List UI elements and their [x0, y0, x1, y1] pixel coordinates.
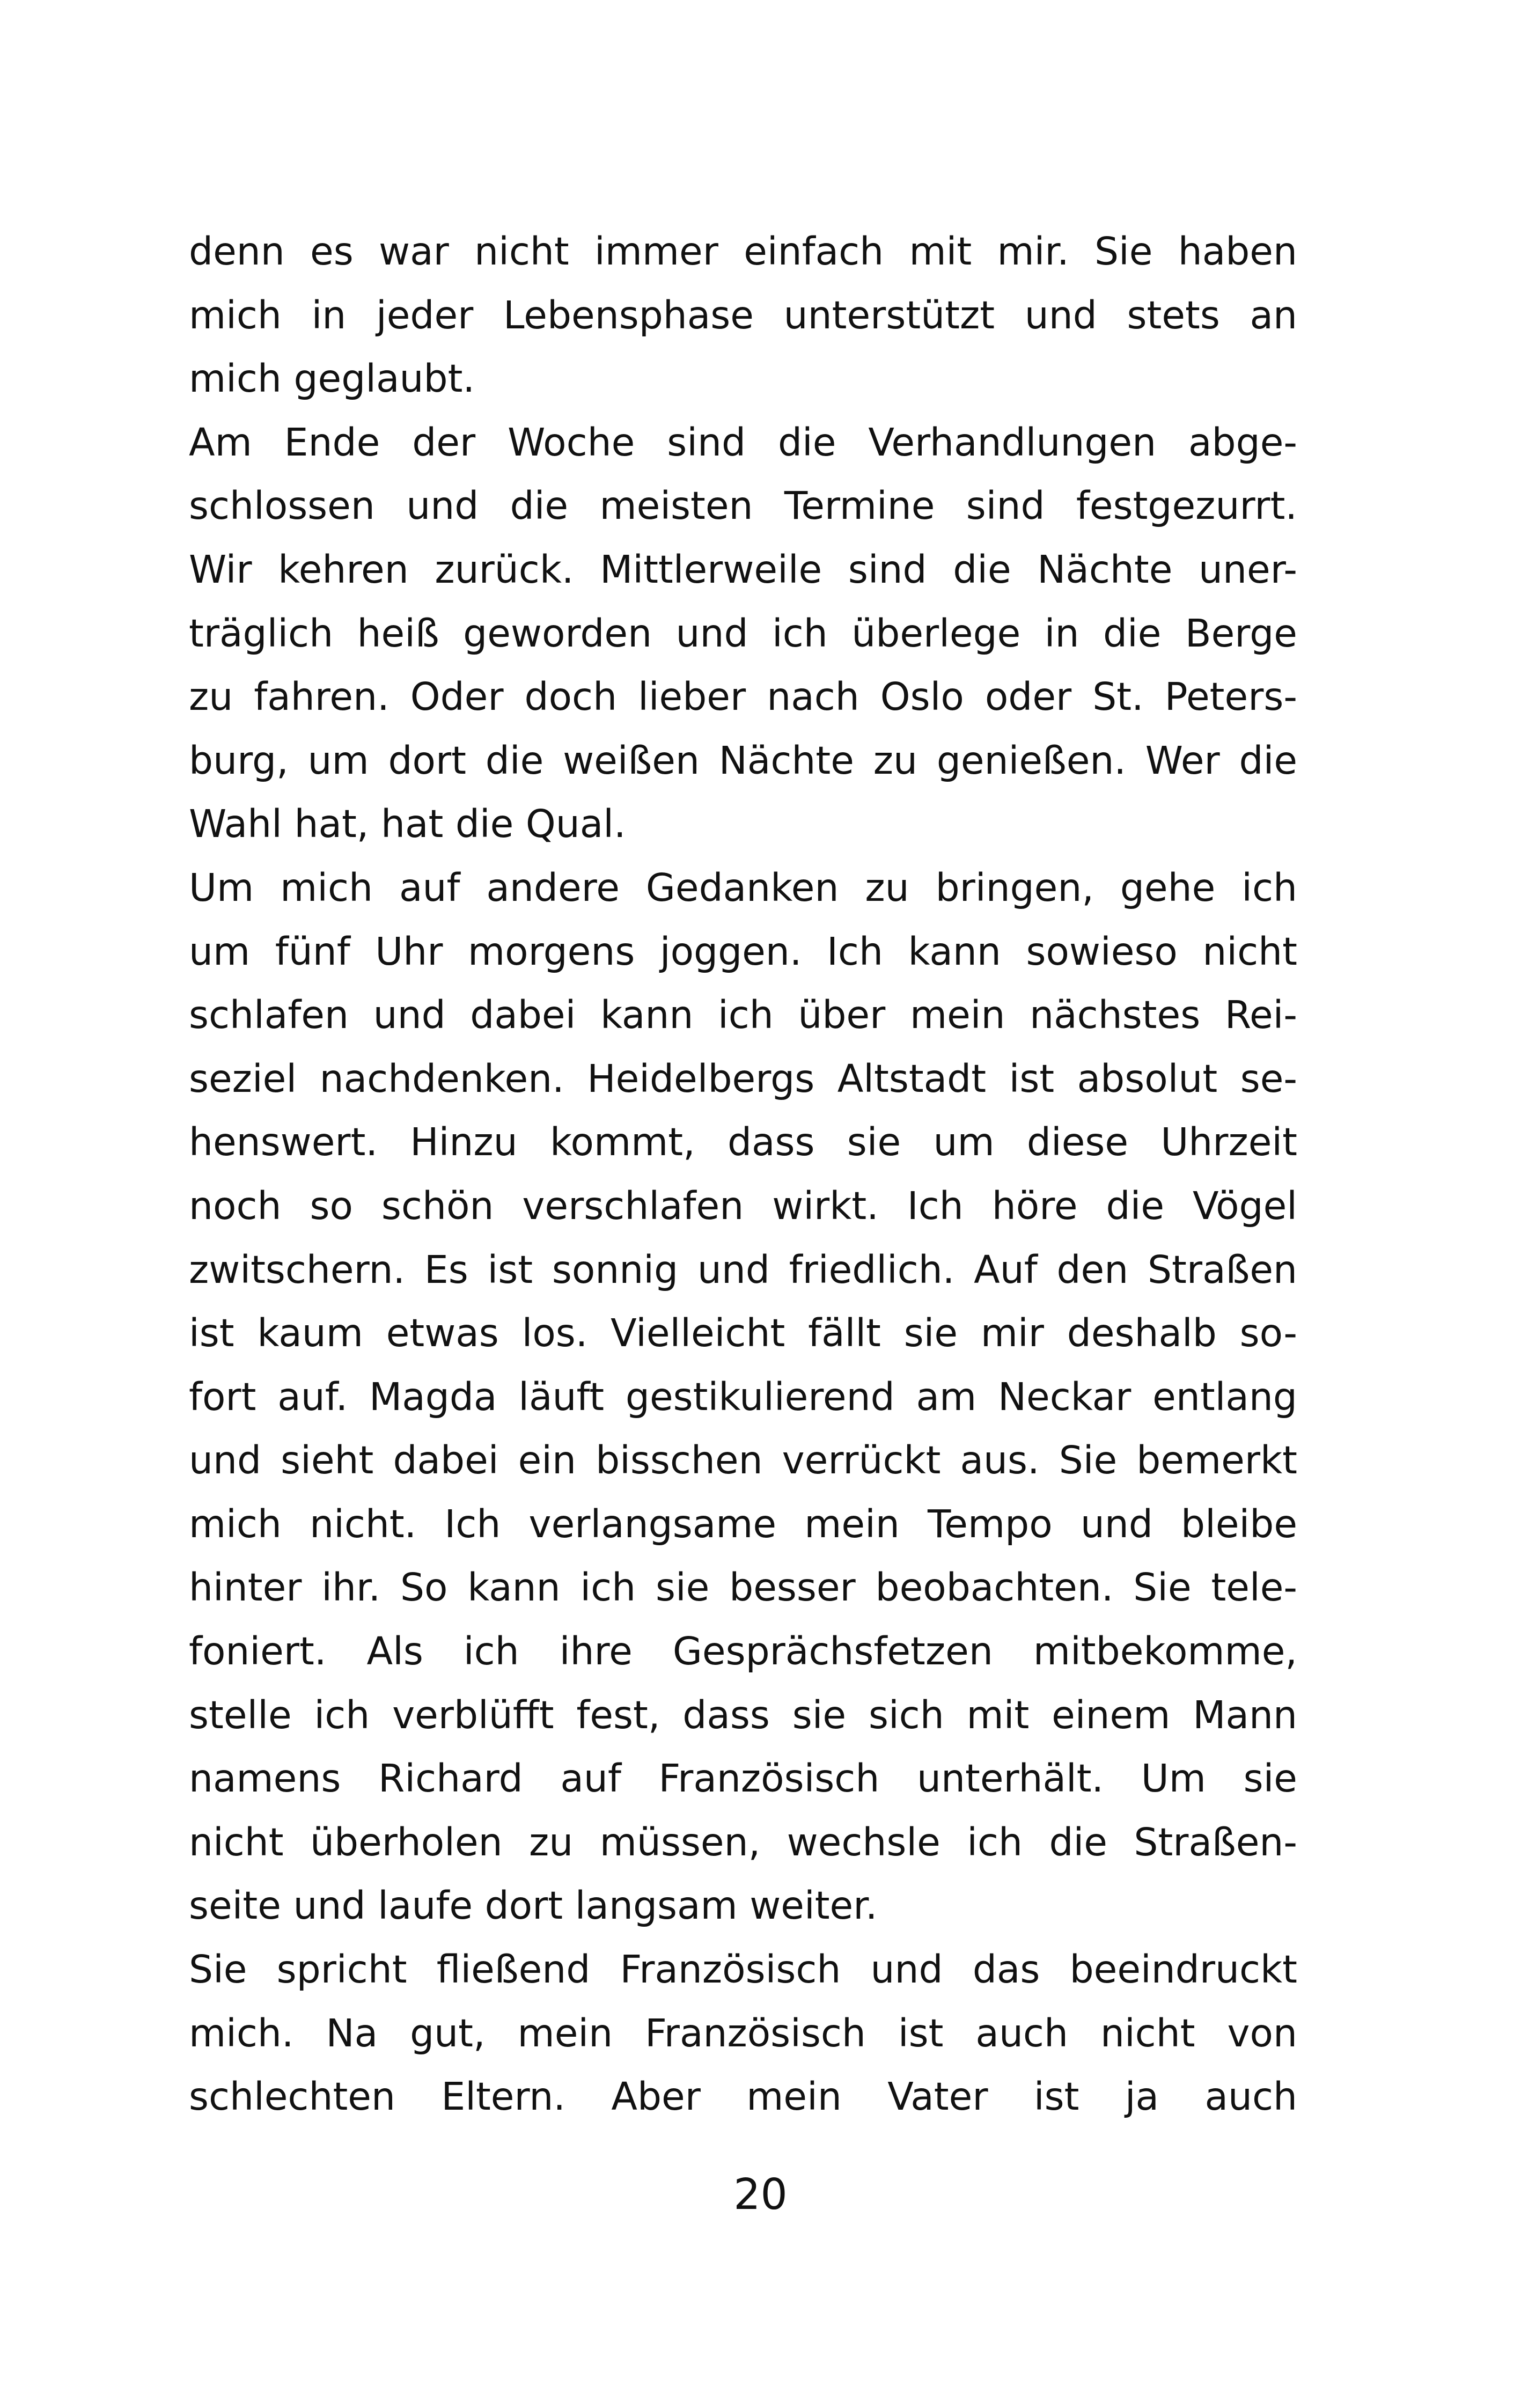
text-line: seite und laufe dort langsam weiter. — [189, 1883, 878, 1928]
text-line: mich geglaubt. — [189, 356, 475, 401]
text-line: schlafen und dabei kann ich über mein nächstes Rei- — [189, 993, 1297, 1038]
text-line: Wahl hat, hat die Qual. — [189, 802, 626, 847]
text-line: seziel nachdenken. Heidelbergs Altstadt ist absolut se- — [189, 1056, 1297, 1101]
body-text — [189, 220, 1297, 2129]
text-line: zwitschern. Es ist sonnig und friedlich. Auf den Straßen — [189, 1247, 1297, 1292]
text-line: Am Ende der Woche sind die Verhandlungen abge- — [189, 420, 1297, 465]
text-line: stelle ich verblüfft fest, dass sie sich mit einem Mann — [189, 1692, 1297, 1737]
text-line: Wir kehren zurück. Mittlerweile sind die Nächte uner- — [189, 547, 1297, 592]
text-line: namens Richard auf Französisch unterhält. Um sie — [189, 1756, 1297, 1801]
text-line: mich in jeder Lebensphase unterstützt und stets an — [189, 292, 1297, 337]
text-line: hinter ihr. So kann ich sie besser beobachten. Sie tele- — [189, 1565, 1297, 1610]
page-number: 20 — [733, 2170, 788, 2219]
text-line: Sie spricht fließend Französisch und das beeindruckt — [189, 1947, 1297, 1992]
text-line: foniert. Als ich ihre Gesprächsfetzen mitbekomme, — [189, 1629, 1297, 1674]
text-line: träglich heiß geworden und ich überlege in die Berge — [189, 611, 1297, 656]
text-line: noch so schön verschlafen wirkt. Ich höre die Vögel — [189, 1183, 1297, 1228]
text-line: um fünf Uhr morgens joggen. Ich kann sowieso nicht — [189, 929, 1297, 974]
text-line: und sieht dabei ein bisschen verrückt aus. Sie bemerkt — [189, 1438, 1297, 1483]
text-line: ist kaum etwas los. Vielleicht fällt sie mir deshalb so- — [189, 1311, 1297, 1356]
text-line: henswert. Hinzu kommt, dass sie um diese Uhrzeit — [189, 1120, 1297, 1165]
text-line: schlechten Eltern. Aber mein Vater ist ja auch — [189, 2074, 1297, 2119]
text-line: burg, um dort die weißen Nächte zu genießen. Wer die — [189, 738, 1297, 783]
text-line: denn es war nicht immer einfach mit mir. Sie haben — [189, 229, 1297, 274]
text-line: nicht überholen zu müssen, wechsle ich die Straßen- — [189, 1819, 1297, 1864]
text-line: fort auf. Magda läuft gestikulierend am Neckar entlang — [189, 1374, 1297, 1419]
text-line: Um mich auf andere Gedanken zu bringen, gehe ich — [189, 865, 1297, 910]
text-line: mich. Na gut, mein Französisch ist auch nicht von — [189, 2010, 1297, 2055]
text-line: schlossen und die meisten Termine sind festgezurrt. — [189, 483, 1297, 528]
text-line: mich nicht. Ich verlangsame mein Tempo und bleibe — [189, 1501, 1297, 1546]
text-line: zu fahren. Oder doch lieber nach Oslo oder St. Peters- — [189, 674, 1297, 720]
